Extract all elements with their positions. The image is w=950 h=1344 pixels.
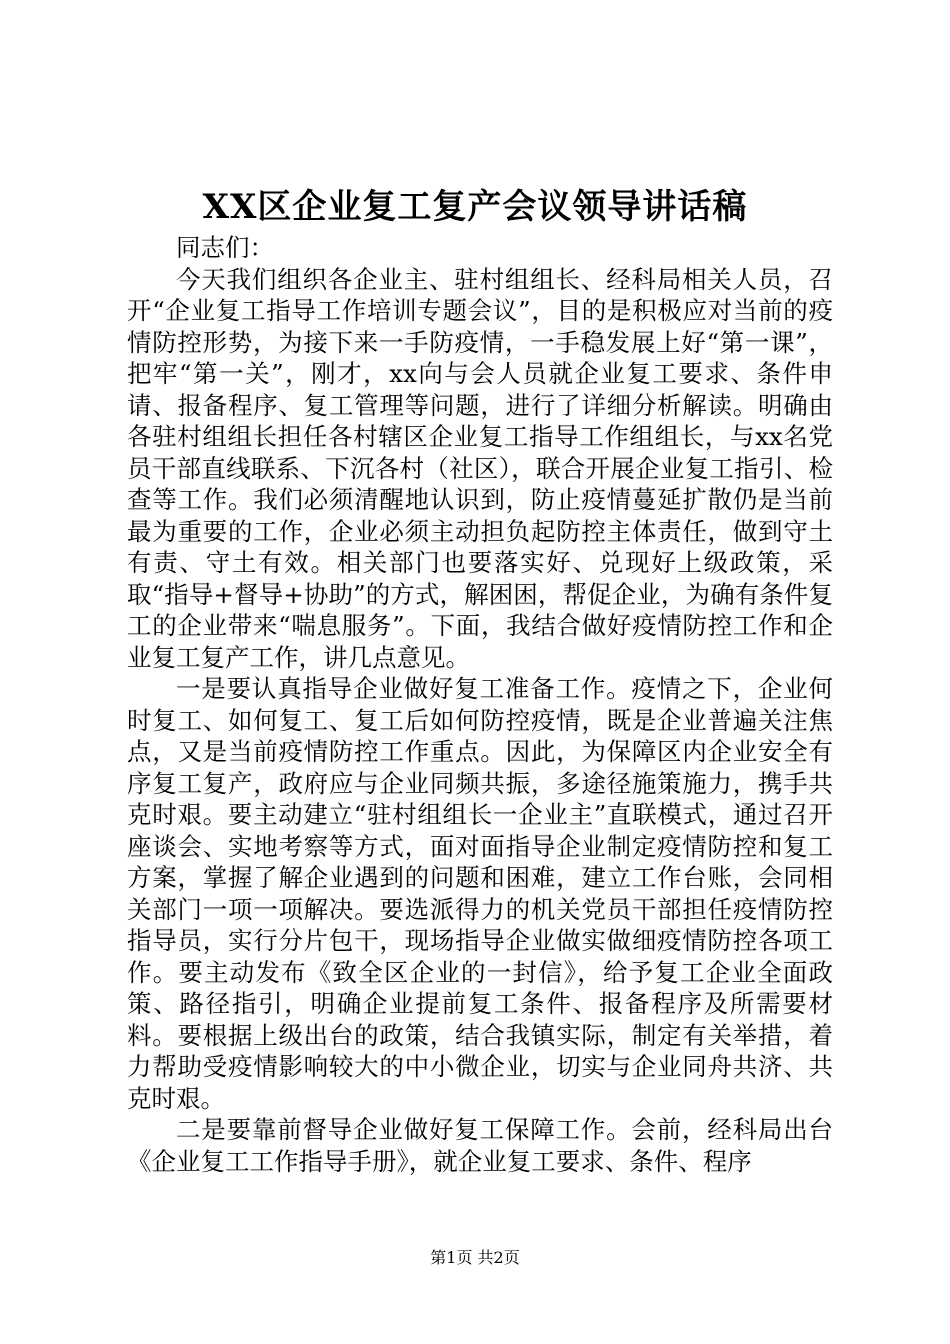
salutation-paragraph: 同志们： <box>176 233 274 262</box>
body-paragraph: 二是要靠前督导企业做好复工保障工作。会前，经科局出台《企业复工工作指导手册》，就企业复工要求、条件、程序 <box>127 1115 833 1176</box>
document-body <box>127 232 833 1177</box>
body-paragraph: 一是要认真指导企业做好复工准备工作。疫情之下，企业何时复工、如何复工、复工后如何防控疫情，既是企业普遍关注焦点，又是当前疫情防控工作重点。因此，为保障区内企业安全有序复工复产，政府应与企业同频共振，多途径施策施力，携手共克时艰。要主动建立“驻村组组长一企业主”直联模式，通过召开座谈会、实地考察等方式，面对面指导企业制定疫情防控和复工方案，掌握了解企业遇到的问题和困难，建立工作台账，会同相关部门一项一项解决。要选派得力的机关党员干部担任疫情防控指导员，实行分片包干，现场指导企业做实做细疫情防控各项工作。要主动发布《致全区企业的一封信》，给予复工企业全面政策、路径指引，明确企业提前复工条件、报备程序及所需要材料。要根据上级出台的政策，结合我镇实际，制定有关举措，着力帮助受疫情影响较大的中小微企业，切实与企业同舟共济、共克时艰。 <box>127 674 833 1113</box>
page-number-footer: 第1页 共2页 <box>430 1248 520 1267</box>
body-paragraph: 今天我们组织各企业主、驻村组组长、经科局相关人员，召开“企业复工指导工作培训专题会议”，目的是积极应对当前的疫情防控形势，为接下来一手防疫情，一手稳发展上好“第一课”，把牢“第一关”，刚才，xx向与会人员就企业复工要求、条件申请、报备程序、复工管理等问题，进行了详细分析解读。明确由各驻村组组长担任各村辖区企业复工指导工作组组长，与xx名党员干部直线联系、下沉各村（社区），联合开展企业复工指引、检查等工作。我们必须清醒地认识到，防止疫情蔓延扩散仍是当前最为重要的工作，企业必须主动担负起防控主体责任，做到守土有责、守土有效。相关部门也要落实好、兑现好上级政策，采取“指导+督导+协助”的方式，解困困，帮促企业，为确有条件复工的企业带来“喘息服务”。下面，我结合做好疫情防控工作和企业复工复产工作，讲几点意见。 <box>127 264 833 672</box>
document-title: XX区企业复工复产会议领导讲话稿 <box>202 187 748 227</box>
